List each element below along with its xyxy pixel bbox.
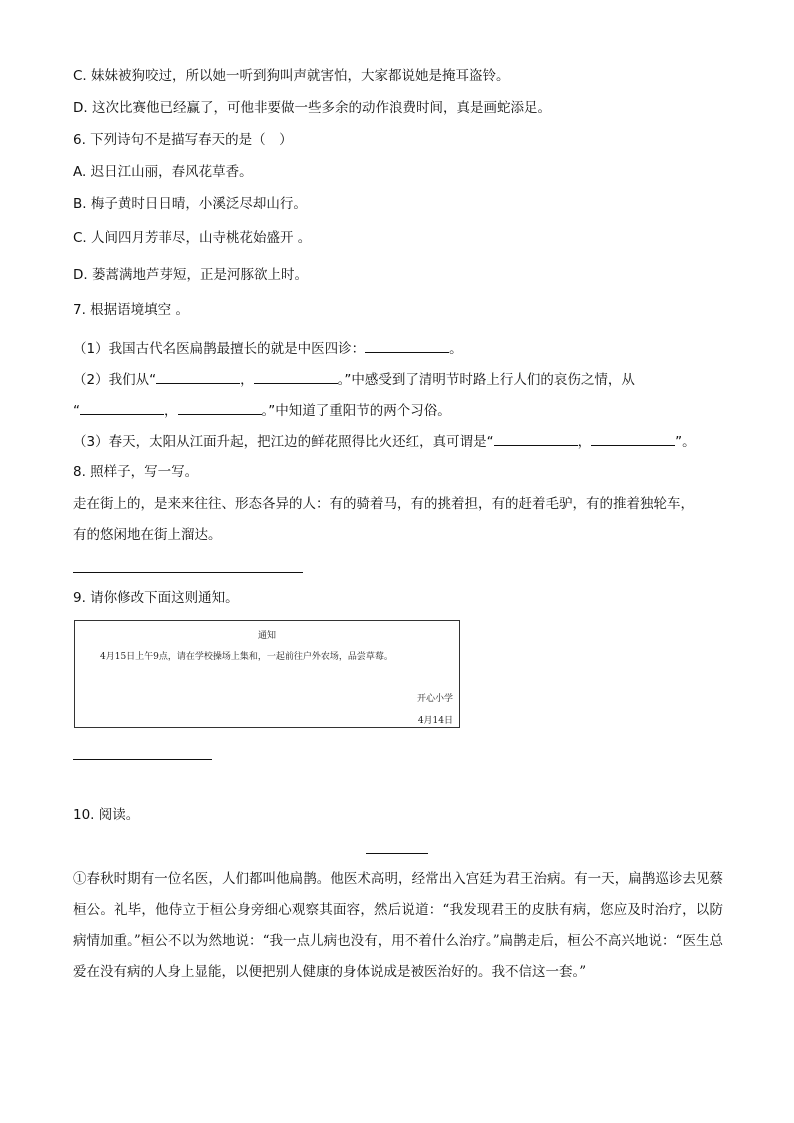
answer-blank[interactable] [494, 431, 578, 446]
q7-2-text-e: ， [164, 403, 178, 419]
q7-item-1 [73, 338, 463, 359]
answer-blank[interactable] [80, 400, 164, 415]
q8-answer-line[interactable] [73, 572, 303, 573]
notice-title: 通知 [257, 631, 276, 641]
option-c-q6: C. 人间四月芳菲尽，山寺桃花始盛开 。 [73, 230, 312, 246]
q7-1-text: （1）我国古代名医扁鹊最擅长的就是中医四诊： [73, 341, 366, 357]
notice-date: 4月14日 [417, 716, 453, 726]
notice-box [74, 620, 460, 728]
reading-paragraph-1: ①春秋时期有一位名医，人们都叫他扁鹊。他医术高明，经常出入宫廷为君王治病。有一天，扁鹊巡诊去见蔡桓公。礼毕，他侍立于桓公身旁细心观察其面容，然后说道：“我发现君王的皮肤有病，您应及时治疗，以防病情加重。”桓公不以为然地说：“我一点儿病也没有，用不着什么治疗。”扁鹊走后，桓公不高兴地说：“医生总爱在没有病的人身上显能，以便把别人健康的身体说成是被医治好的。我不信这一套。” [73, 871, 723, 980]
question-8: 8. 照样子，写一写。 [73, 464, 199, 480]
q7-3-text-b: ， [577, 434, 592, 450]
answer-blank[interactable] [178, 400, 262, 415]
question-9: 9. 请你修改下面这则通知。 [73, 590, 239, 606]
answer-blank[interactable] [365, 338, 449, 353]
q8-example-line-2: 有的悠闲地在街上溜达。 [73, 527, 222, 543]
q7-2-text-b: ， [240, 372, 254, 388]
option-a-q6: A. 迟日江山丽，春风花草香。 [73, 164, 253, 180]
option-c-q5: C. 妹妹被狗咬过，所以她一听到狗叫声就害怕，大家都说她是掩耳盗铃。 [73, 68, 510, 84]
answer-blank[interactable] [254, 369, 338, 384]
q7-2-text-a: （2）我们从“ [73, 372, 157, 388]
answer-blank[interactable] [156, 369, 240, 384]
notice-signature: 开心小学 [416, 694, 453, 704]
option-d-q6: D. 蒌蒿满地芦芽短，正是河豚欲上时。 [73, 267, 308, 283]
q7-2-text-c: 。”中感受到了清明节时路上行人们的哀伤之情，从 [337, 372, 635, 388]
option-b-q6: B. 梅子黄时日日晴，小溪泛尽却山行。 [73, 196, 307, 212]
q9-answer-line[interactable] [73, 759, 212, 760]
notice-body: 4月15日上午9点，请在学校操场上集和，一起前往户外农场，品尝草莓。 [100, 652, 393, 662]
answer-blank[interactable] [591, 431, 675, 446]
q7-item-3 [73, 431, 696, 452]
q7-item-2-cont [73, 400, 451, 421]
q7-3-text-a: （3）春天，太阳从江面升起，把江边的鲜花照得比火还红，真可谓是“ [73, 434, 494, 450]
q7-3-text-c: ”。 [675, 434, 696, 450]
q7-2-text-d: “ [73, 403, 80, 419]
q7-item-2 [73, 369, 635, 390]
option-d-q5: D. 这次比赛他已经赢了，可他非要做一些多余的动作浪费时间，真是画蛇添足。 [73, 100, 551, 116]
passage-title-blank[interactable] [366, 853, 428, 854]
reading-passage [73, 864, 723, 988]
q7-2-text-f: 。”中知道了重阳节的两个习俗。 [261, 403, 451, 419]
q7-1-end: 。 [449, 341, 463, 357]
question-10: 10. 阅读。 [73, 807, 140, 823]
question-7: 7. 根据语境填空 。 [73, 302, 189, 318]
q8-example-line-1: 走在街上的，是来来往往、形态各异的人：有的骑着马，有的挑着担，有的赶着毛驴，有的推着独轮车， [73, 496, 694, 512]
question-6: 6. 下列诗句不是描写春天的是（ ） [73, 132, 293, 148]
